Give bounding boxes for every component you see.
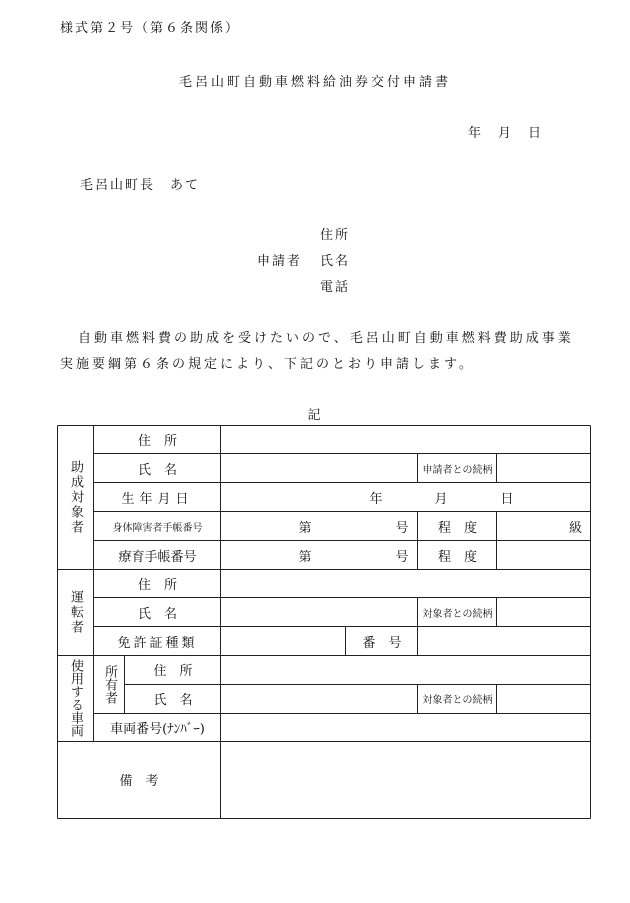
license-number-field[interactable] <box>418 627 591 656</box>
subject-section-label: 助成対象者 <box>68 459 83 535</box>
driver-relation-field[interactable] <box>497 598 591 627</box>
vehicle-section-label: 使用する車両 <box>68 659 83 737</box>
ryoiku-book-number-label: 療育手帳番号 <box>118 550 197 565</box>
subject-name-label: 氏 名 <box>137 463 177 478</box>
relation-to-applicant-field[interactable] <box>497 454 591 483</box>
owner-address-field[interactable] <box>221 655 591 684</box>
remarks-label: 備 考 <box>119 774 159 789</box>
license-type-label: 免許証種類 <box>117 636 198 651</box>
applicant-label: 申請者 <box>257 254 303 269</box>
driver-name-field[interactable] <box>221 598 418 627</box>
driver-address-label: 住 所 <box>137 578 177 593</box>
disability-kyu-label: 級 <box>568 521 582 536</box>
license-number-label: 番 号 <box>362 636 402 651</box>
driver-section-label: 運転者 <box>68 589 83 635</box>
ki-heading: 記 <box>307 408 323 423</box>
form-number-label: 様式第２号（第６条関係） <box>60 21 241 36</box>
ryoiku-go-label: 号 <box>395 550 409 565</box>
disability-dai-label: 第 <box>298 521 312 536</box>
document-title: 毛呂山町自動車燃料給油券交付申請書 <box>178 75 451 90</box>
birthdate-field[interactable] <box>221 483 591 512</box>
vehicle-plate-field[interactable] <box>221 713 591 742</box>
owner-name-label: 氏 名 <box>153 693 193 708</box>
birthdate-label: 生年月日 <box>121 492 194 507</box>
ryoiku-dai-label: 第 <box>298 550 312 565</box>
addressee: 毛呂山町長 あて <box>80 178 201 193</box>
owner-label: 所有者 <box>102 664 117 704</box>
owner-relation-label: 対象者との続柄 <box>422 695 493 706</box>
disability-go-label: 号 <box>395 521 409 536</box>
disability-book-number-label: 身体障害者手帳番号 <box>112 523 203 534</box>
owner-relation-field[interactable] <box>497 684 591 713</box>
applicant-name-label: 氏名 <box>320 254 351 269</box>
vehicle-plate-label: 車両番号(ﾅﾝﾊﾞｰ) <box>110 722 205 737</box>
disability-grade-label: 程 度 <box>437 521 477 536</box>
remarks-field[interactable] <box>221 741 591 818</box>
driver-address-field[interactable] <box>221 569 591 598</box>
ryoiku-grade-label: 程 度 <box>437 550 477 565</box>
owner-name-field[interactable] <box>221 684 418 713</box>
relation-to-applicant-label: 申請者との続柄 <box>422 465 493 476</box>
birthdate-year-unit: 年 <box>369 492 383 507</box>
birthdate-day-unit: 日 <box>500 492 514 507</box>
ryoiku-grade-field[interactable] <box>497 541 591 570</box>
driver-name-label: 氏 名 <box>137 607 177 622</box>
applicant-phone-label: 電話 <box>320 280 351 295</box>
subject-name-field[interactable] <box>221 454 418 483</box>
date-line: 年 月 日 <box>468 126 544 141</box>
owner-address-label: 住 所 <box>153 664 193 679</box>
applicant-address-label: 住所 <box>320 228 351 243</box>
body-text-line-2: 実施要綱第６条の規定により、下記のとおり申請します。 <box>60 357 475 372</box>
birthdate-month-unit: 月 <box>434 492 448 507</box>
subject-address-field[interactable] <box>221 425 591 454</box>
driver-relation-label: 対象者との続柄 <box>422 609 493 620</box>
body-text-line-1: 自動車燃料費の助成を受けたいので、毛呂山町自動車燃料費助成事業 <box>78 331 574 346</box>
license-type-field[interactable] <box>221 627 346 656</box>
subject-address-label: 住 所 <box>137 434 177 449</box>
